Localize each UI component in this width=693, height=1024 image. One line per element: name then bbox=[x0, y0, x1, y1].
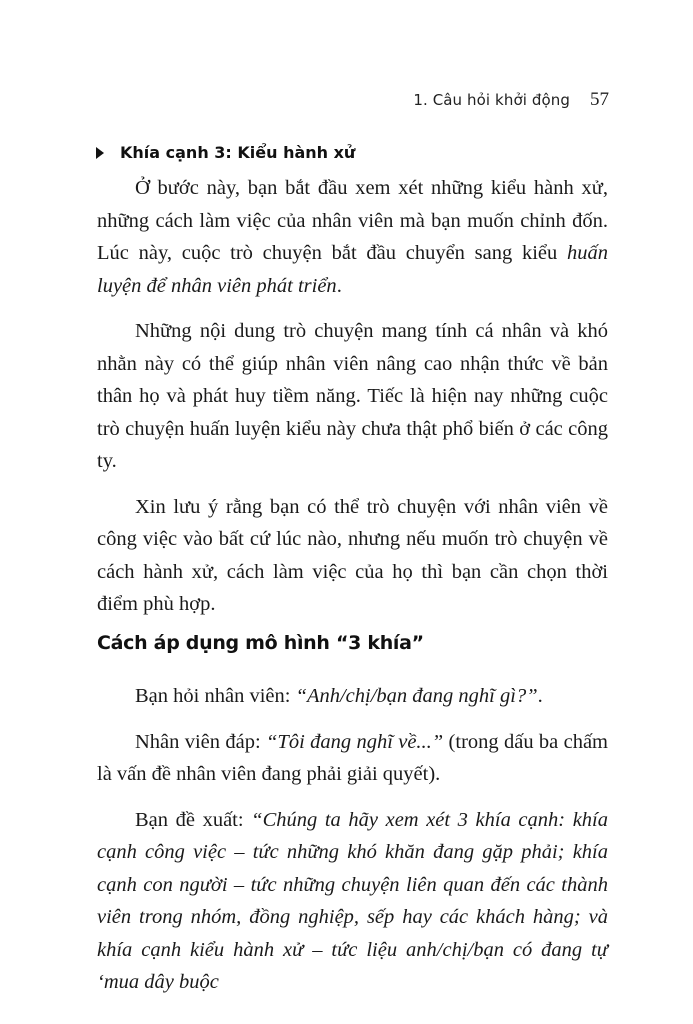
body-section-2 bbox=[97, 680, 608, 999]
paragraph-text: Những nội dung trò chuyện mang tính cá nhân và khó nhằn này có thể giúp nhân viên nâng cao nhận thức về bản thân họ và phát huy tiềm năng. Tiếc là hiện nay những cuộc trò chuyện huấn luyện kiểu này chưa thật phổ biến ở các công ty. bbox=[97, 320, 608, 472]
chapter-title: 1. Câu hỏi khởi động bbox=[413, 91, 570, 109]
paragraph-text: . bbox=[336, 274, 342, 297]
paragraph-italic-text: “Chúng ta hãy xem xét 3 khía cạnh: khía cạnh công việc – tức những khó khăn đang gặp phải; khía cạnh con người – tức những chuyện liên quan đến các thành viên trong nhóm, đồng nghiệp, sếp hay các khách hàng; và khía cạnh kiểu hành xử – tức liệu anh/chị/bạn có đang tự ‘mua dây buộc bbox=[97, 808, 608, 993]
body-section-1 bbox=[97, 172, 608, 621]
paragraph-text: . bbox=[537, 685, 543, 707]
running-header bbox=[413, 89, 609, 111]
paragraph bbox=[97, 726, 608, 791]
subheading-text: Khía cạnh 3: Kiểu hành xử bbox=[120, 143, 356, 162]
paragraph-text: Xin lưu ý rằng bạn có thể trò chuyện với nhân viên về công việc vào bất cứ lúc nào, nhưng nếu muốn trò chuyện về cách hành xử, cách làm việc của họ thì bạn cần chọn thời điểm phù hợp. bbox=[97, 495, 608, 615]
paragraph-text: (trong dấu ba chấm là vấn đề nhân viên đang phải giải quyết). bbox=[97, 730, 608, 785]
paragraph bbox=[97, 680, 608, 713]
paragraph bbox=[97, 804, 608, 999]
paragraph-italic-text: “Tôi đang nghĩ về...” bbox=[266, 730, 444, 753]
paragraph-italic-text: “Anh/chị/bạn đang nghĩ gì?” bbox=[295, 685, 538, 707]
page-number: 57 bbox=[590, 89, 609, 110]
paragraph bbox=[97, 315, 608, 478]
paragraph bbox=[97, 172, 608, 302]
subheading bbox=[96, 143, 355, 162]
paragraph bbox=[97, 491, 608, 621]
section-title: Cách áp dụng mô hình “3 khía” bbox=[97, 632, 424, 654]
paragraph-italic-text: huấn luyện để nhân viên phát triển bbox=[97, 242, 608, 297]
paragraph-text: Nhân viên đáp: bbox=[135, 730, 267, 753]
paragraph-text: Bạn đề xuất: bbox=[135, 808, 252, 831]
paragraph-text: Bạn hỏi nhân viên: bbox=[135, 685, 296, 707]
paragraph-text: Ở bước này, bạn bắt đầu xem xét những kiểu hành xử, những cách làm việc của nhân viên mà bạn muốn chỉnh đốn. Lúc này, cuộc trò chuyện bắt đầu chuyển sang kiểu bbox=[97, 177, 608, 264]
triangle-right-bullet-icon bbox=[96, 147, 104, 159]
